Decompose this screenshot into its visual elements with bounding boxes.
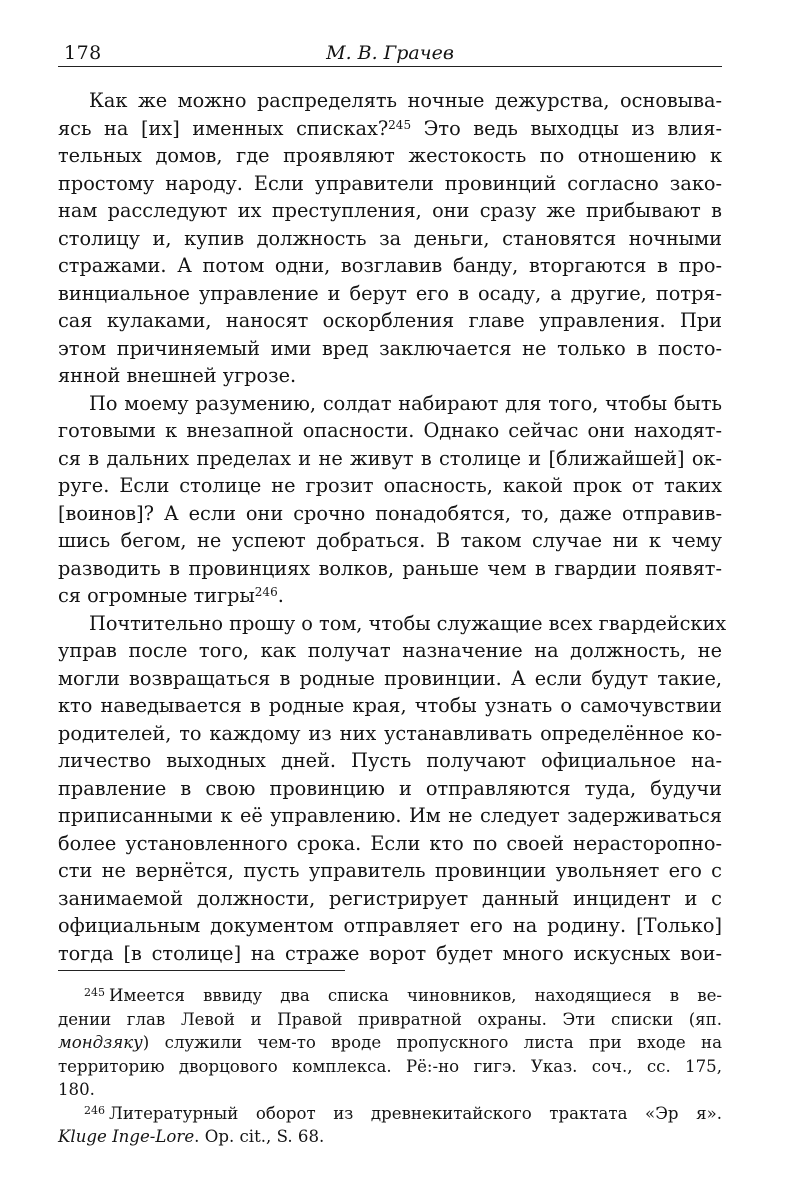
paragraph-3 xyxy=(58,610,727,968)
text-line: этом причиняемый ими вред заключается не только в посто- xyxy=(58,336,722,360)
footnote-line: $^{246}$ Литературный оборот из древнекитайского трактата «Эр я». xyxy=(84,1103,722,1123)
text-line: нам расследуют их преступления, они сразу же прибывают в xyxy=(58,199,722,222)
footnote-line: территорию дворцового комплекса. Рё:-но гигэ. Указ. соч., сс. 175, xyxy=(58,1056,722,1076)
text-line: янной внешней угрозе. xyxy=(58,364,297,387)
footnotes xyxy=(58,984,722,1149)
text-line: Как же можно распределять ночные дежурства, основыва- xyxy=(89,89,722,112)
main-text xyxy=(58,87,727,967)
footnote-245 xyxy=(58,984,722,1102)
text-line: ся огромные тигры$^{246}$. xyxy=(58,584,284,607)
footnote-line: 180. xyxy=(58,1080,95,1099)
footnote-line: дении глав Левой и Правой привратной охраны. Эти списки (яп. xyxy=(58,1009,722,1029)
text-line: ясь на [их] именных списках?$^{245}$ Это ведь выходцы из влия- xyxy=(58,116,722,140)
footnote-line: Kluge Inge-Lore. Op. cit., S. 68. xyxy=(58,1127,325,1146)
text-line: приписанными к её управлению. Им не следует задерживаться xyxy=(58,804,722,827)
text-line: стражами. А потом одни, возглавив банду, вторгаются в про- xyxy=(58,254,722,277)
text-line: [воинов]? А если они срочно понадобятся, то, даже отправив- xyxy=(58,501,722,525)
text-line: тельных домов, где проявляют жестокость по отношению к xyxy=(58,144,722,167)
text-line: управ после того, как получат назначение на должность, не xyxy=(58,639,722,662)
text-line: правление в свою провинцию и отправляются туда, будучи xyxy=(58,776,722,800)
paragraph-1 xyxy=(58,87,722,390)
text-line: личество выходных дней. Пусть получают официальное на- xyxy=(58,749,722,772)
text-line: ся в дальних пределах и не живут в столице и [ближайшей] ок- xyxy=(58,446,722,470)
text-line: Почтительно прошу о том, чтобы служащие всех гвардейских xyxy=(89,611,727,635)
footnote-number: 245 xyxy=(84,986,105,999)
text-line: родителей, то каждому из них устанавливать определённое ко- xyxy=(58,721,722,745)
footnote-number: 246 xyxy=(84,1103,105,1117)
text-line: более установленного срока. Если кто по своей нерасторопно- xyxy=(58,831,722,855)
paragraph-2 xyxy=(58,390,722,610)
text-line: могли возвращаться в родные провинции. А если будут такие, xyxy=(58,666,722,690)
text-line: сая кулаками, наносят оскорбления главе управления. При xyxy=(58,309,722,332)
footnote-ref-246[interactable]: 246 xyxy=(254,585,278,599)
text-line: разводить в провинциях волков, раньше чем в гвардии появят- xyxy=(58,556,722,580)
text-line: простому народу. Если управители провинций согласно зако- xyxy=(58,171,722,195)
footnote-line: $^{245}$ Имеется вввиду два списка чиновников, находящиеся в ве- xyxy=(84,986,722,1005)
footnote-separator xyxy=(58,970,345,971)
text-line: готовыми к внезапной опасности. Однако сейчас они находят- xyxy=(58,419,722,442)
text-line: кто наведывается в родные края, чтобы узнать о самочувствии xyxy=(58,694,722,717)
text-line: шись бегом, не успеют добраться. В таком случае ни к чему xyxy=(58,529,722,552)
page-header xyxy=(58,40,722,67)
text-line: тогда [в столице] на страже ворот будет много искусных вои- xyxy=(58,941,722,965)
text-line: официальным документом отправляет его на родину. [Только] xyxy=(58,914,722,937)
page-number: 178 xyxy=(64,42,102,64)
text-line: По моему разумению, солдат набирают для того, чтобы быть xyxy=(89,391,722,415)
text-line: сти не вернётся, пусть управитель провинции увольняет его с xyxy=(58,859,722,882)
footnote-ref-245[interactable]: 245 xyxy=(388,117,412,132)
text-line: столицу и, купив должность за деньги, становятся ночными xyxy=(58,226,722,250)
text-line: винциальное управление и берут его в осаду, а другие, потря- xyxy=(58,281,722,305)
text-line: занимаемой должности, регистрирует данный инцидент и с xyxy=(58,886,722,910)
running-title: М. В. Грачев xyxy=(326,42,454,64)
text-line: руге. Если столице не грозит опасность, какой прок от таких xyxy=(58,474,722,497)
footnote-246 xyxy=(58,1102,722,1149)
footnote-line: мондзяку) служили чем-то вроде пропускного листа при входе на xyxy=(58,1033,722,1052)
